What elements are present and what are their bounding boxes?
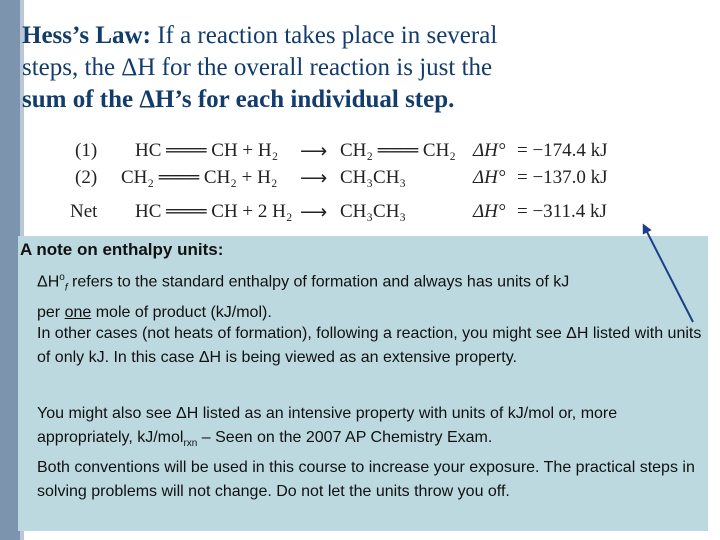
note-p3-end: – Seen on the 2007 AP Chemistry Exam. bbox=[197, 429, 493, 446]
equation-products: CH₂ ═══ CH₂ bbox=[340, 140, 456, 161]
note-paragraph-intensive bbox=[37, 402, 707, 456]
delta-h-symbol: ΔH° bbox=[473, 167, 506, 188]
rxn-subscript: rxn bbox=[183, 438, 198, 450]
reaction-arrow: ⟶ bbox=[300, 141, 328, 162]
equation-label: (2) bbox=[75, 167, 98, 188]
note-p3-text: You might also see ΔH listed as an intensive property with units of kJ/mol or, more appropriately, kJ/mol bbox=[37, 405, 618, 446]
delta-h-symbol: ΔH° bbox=[473, 201, 506, 222]
formation-subscript: f bbox=[64, 282, 68, 294]
title-lead: Hess’s Law: bbox=[22, 22, 151, 49]
note-heading: A note on enthalpy units: bbox=[20, 240, 224, 259]
note-paragraph-extensive: In other cases (not heats of formation), following a reaction, you might see ΔH listed with units of only kJ. In this case ΔH is being viewed as an extensive property. bbox=[37, 325, 702, 366]
note-p1-per: per bbox=[37, 303, 65, 321]
note-paragraph-formation bbox=[37, 266, 707, 325]
equation-reactants: CH₂ ═══ CH₂ + H₂ bbox=[121, 167, 278, 188]
title-line-2: steps, the ΔH for the overall reaction is just the bbox=[22, 54, 493, 81]
equation-products: CH₃CH₃ bbox=[340, 201, 407, 222]
equation-label: Net bbox=[70, 201, 98, 222]
reaction-arrow: ⟶ bbox=[300, 202, 328, 223]
left-accent-bar bbox=[0, 0, 20, 540]
equation-products: CH₃CH₃ bbox=[340, 167, 407, 188]
delta-h-symbol: ΔH° bbox=[473, 140, 506, 161]
reaction-arrow: ⟶ bbox=[300, 168, 328, 189]
enthalpy-units-note bbox=[18, 236, 708, 531]
note-p1-underline: one bbox=[64, 303, 92, 321]
delta-h-term: ΔH bbox=[37, 273, 60, 291]
equation-label: (1) bbox=[75, 140, 98, 161]
note-p1-text: refers to the standard enthalpy of formation and always has units of kJ bbox=[67, 273, 570, 291]
standard-superscript: o bbox=[59, 272, 65, 283]
hess-law-heading bbox=[22, 20, 582, 116]
title-line-1 bbox=[22, 20, 582, 52]
equation-reactants: HC ═══ CH + H₂ bbox=[135, 140, 279, 161]
delta-h-value: = −137.0 kJ bbox=[517, 167, 608, 188]
note-p1-end: mole of product (kJ/mol). bbox=[91, 303, 272, 321]
note-paragraph-conventions: Both conventions will be used in this course to increase your exposure. The practical steps in solving problems will not change. Do not let the units throw you off. bbox=[37, 459, 695, 500]
title-line-3 bbox=[22, 84, 582, 116]
title-line-3-bold: sum of the ΔH’s for each individual step. bbox=[22, 86, 455, 113]
title-line-1-rest: If a reaction takes place in several bbox=[150, 22, 498, 49]
equation-reactants: HC ═══ CH + 2 H₂ bbox=[135, 201, 293, 222]
delta-h-value: = −311.4 kJ bbox=[517, 201, 607, 222]
delta-h-value: = −174.4 kJ bbox=[517, 140, 608, 161]
